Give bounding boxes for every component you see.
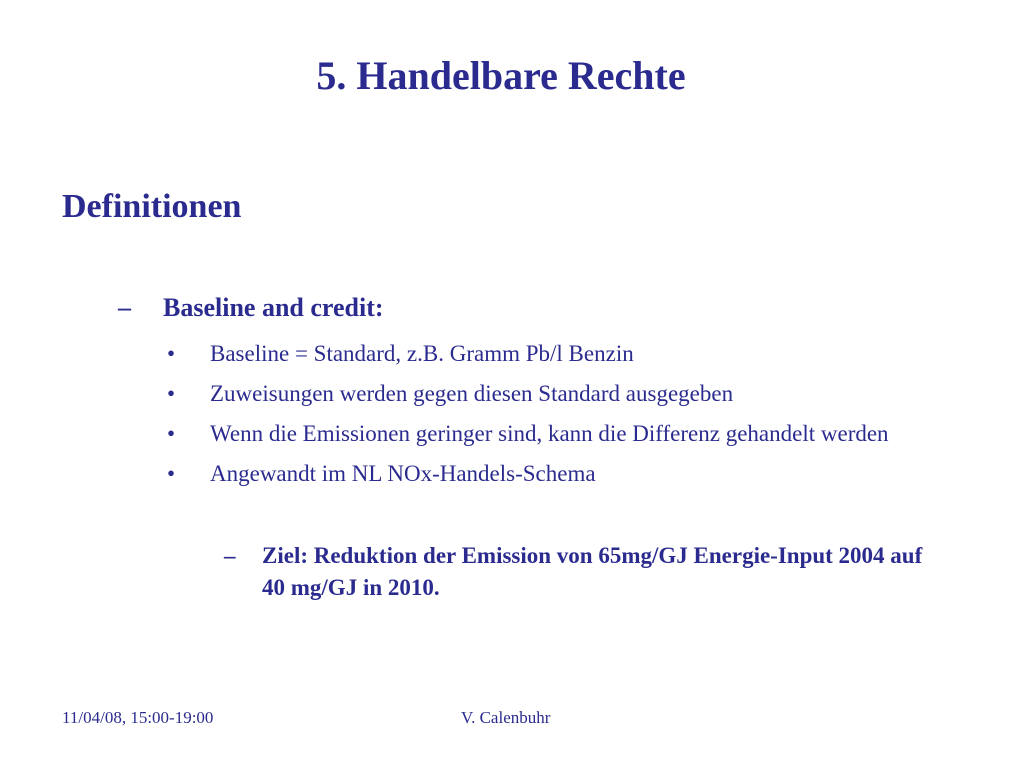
section-heading: Definitionen bbox=[62, 188, 242, 225]
bullet-marker: • bbox=[167, 341, 176, 366]
footer-date: 11/04/08, 15:00-19:00 bbox=[62, 708, 214, 727]
bullet-marker: • bbox=[167, 381, 176, 406]
bullet-list bbox=[163, 338, 983, 498]
dash-marker: – bbox=[118, 293, 131, 322]
list-item-text: Zuweisungen werden gegen diesen Standard ausgegeben bbox=[210, 381, 734, 406]
list-item bbox=[163, 338, 983, 370]
bullet-marker: • bbox=[167, 421, 176, 446]
sub-item-goal bbox=[220, 540, 940, 604]
list-item-text: Baseline = Standard, z.B. Gramm Pb/l Benzin bbox=[210, 341, 634, 366]
list-item bbox=[163, 378, 983, 410]
level1-label: Baseline and credit: bbox=[163, 293, 384, 322]
bullet-marker: • bbox=[167, 461, 176, 486]
list-item-text: Wenn die Emissionen geringer sind, kann die Differenz gehandelt werden bbox=[210, 421, 889, 446]
footer-author: V. Calenbuhr bbox=[461, 708, 551, 727]
sub-item-text: Ziel: Reduktion der Emission von 65mg/GJ Energie-Input 2004 auf 40 mg/GJ in 2010. bbox=[262, 543, 923, 600]
slide-title: 5. Handelbare Rechte bbox=[316, 53, 686, 98]
dash-marker: – bbox=[224, 543, 236, 568]
level1-item bbox=[118, 292, 384, 323]
list-item-text: Angewandt im NL NOx-Handels-Schema bbox=[210, 461, 596, 486]
list-item bbox=[163, 418, 983, 450]
list-item bbox=[163, 458, 983, 490]
